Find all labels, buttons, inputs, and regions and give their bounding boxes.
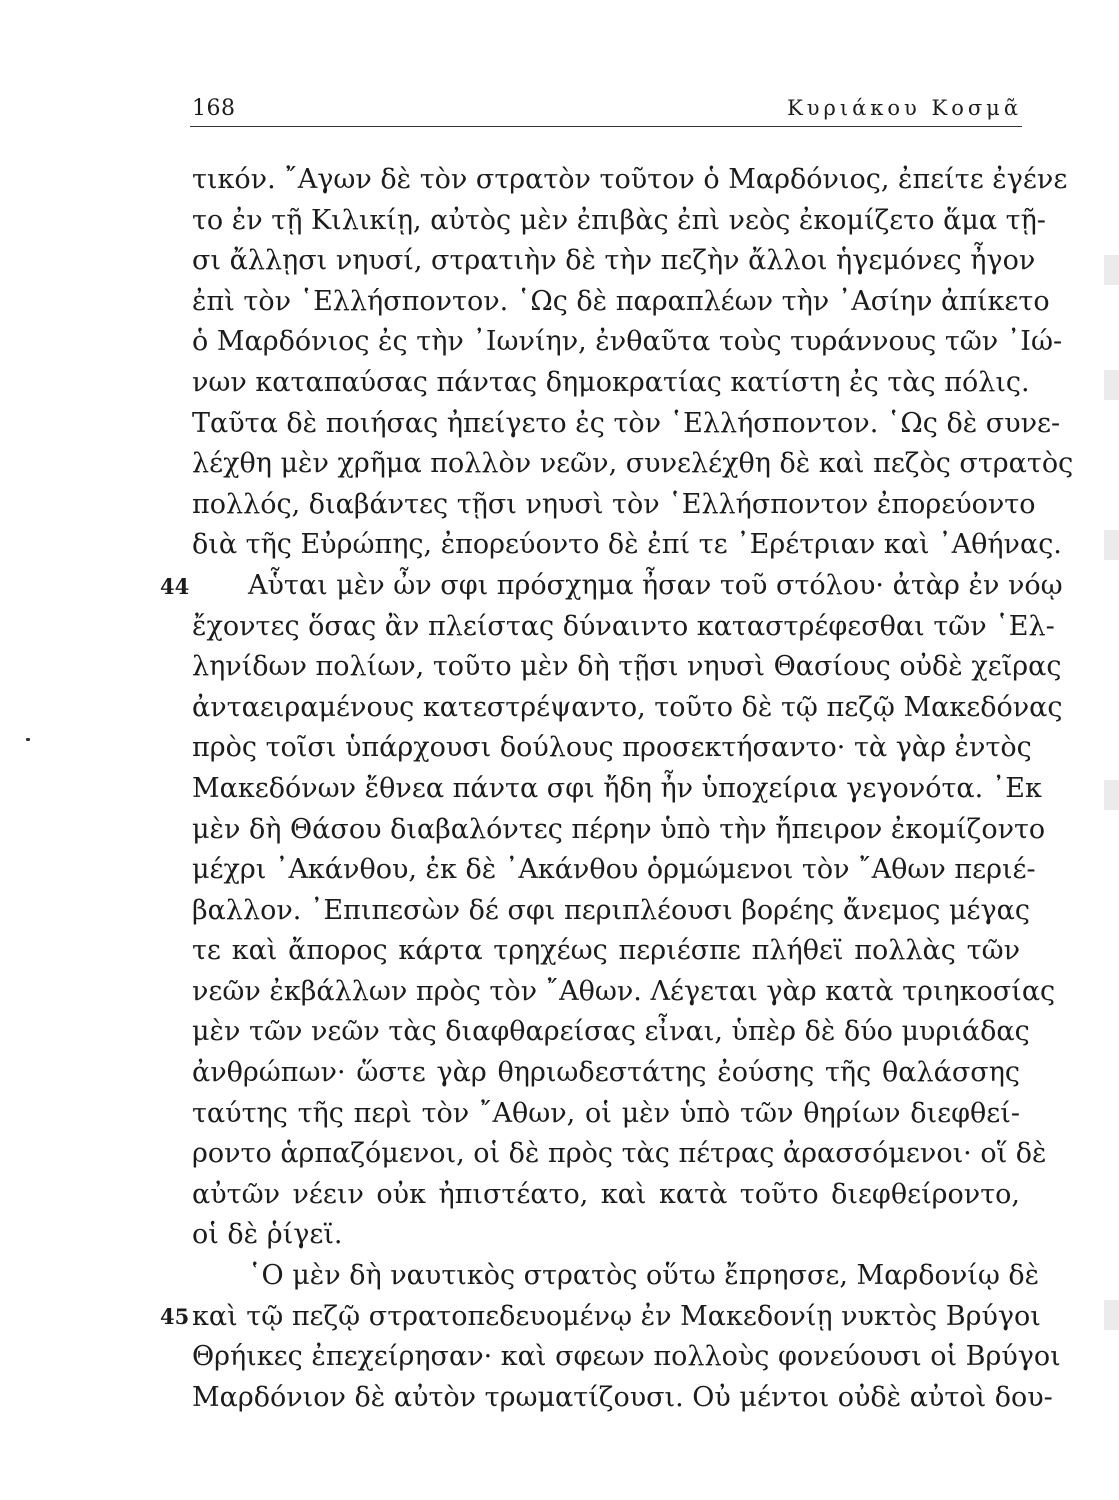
text-line: καὶ τῷ πεζῷ στρατοπεδευομένῳ ἐν Μακεδονίῃ νυκτὸς Βρύγοι xyxy=(192,1300,1041,1332)
text-line: λέχθη μὲν χρῆμα πολλὸν νεῶν, συνελέχθη δὲ καὶ πεζὸς στρατὸς xyxy=(192,448,1074,480)
text-line: ἀνταειραμένους κατεστρέψαντο, τοῦτο δὲ τῷ πεζῷ Μακεδόνας xyxy=(192,691,1063,723)
text-line: αὐτῶν νέειν οὐκ ἠπιστέατο, καὶ κατὰ τοῦτο διεφθείροντο, xyxy=(192,1178,1020,1210)
text-line: ῾Ο μὲν δὴ ναυτικὸς στρατὸς οὕτω ἔπρησσε, Μαρδονίῳ δὲ xyxy=(248,1260,1040,1292)
text-line: μὲν δὴ Θάσου διαβαλόντες πέρην ὑπὸ τὴν ἤπειρον ἐκομίζοντο xyxy=(192,813,1046,845)
section-number-44: 44 xyxy=(160,574,190,599)
text-line: σι ἄλλῃσι νηυσί, στρατιὴν δὲ τὴν πεζὴν ἄλλοι ἡγεμόνες ἦγον xyxy=(192,245,1036,277)
text-line: πολλός, διαβάντες τῇσι νηυσὶ τὸν ῾Ελλήσποντον ἐπορεύοντο xyxy=(192,488,1036,520)
text-line: οἱ δὲ ῥίγεϊ. xyxy=(192,1219,343,1251)
text-line: Μακεδόνων ἔθνεα πάντα σφι ἤδη ἦν ὑποχείρια γεγονότα. ᾿Εκ xyxy=(192,772,1042,804)
text-line: ἔχοντες ὅσας ἂν πλείστας δύναιντο καταστρέφεσθαι τῶν ῾Ελ- xyxy=(192,610,1055,642)
text-line: ἐπὶ τὸν ῾Ελλήσποντον. ῾Ως δὲ παραπλέων τὴν ᾿Ασίην ἀπίκετο xyxy=(192,285,1050,317)
show-through-mark xyxy=(1104,1300,1119,1330)
header-rule xyxy=(190,126,1022,127)
main-text xyxy=(192,160,1074,1418)
running-head: Κυριάκου Κοσμᾶ xyxy=(787,96,1022,120)
text-line: ροντο ἁρπαζόμενοι, οἱ δὲ πρὸς τὰς πέτρας ἀρασσόμενοι· οἵ δὲ xyxy=(192,1138,1047,1170)
show-through-mark xyxy=(1104,530,1119,560)
text-line: ληνίδων πολίων, τοῦτο μὲν δὴ τῇσι νηυσὶ Θασίους οὐδὲ χεῖρας xyxy=(192,651,1062,683)
text-line: τε καὶ ἄπορος κάρτα τρηχέως περιέσπε πλήθεϊ πολλὰς τῶν xyxy=(192,935,1020,967)
text-line: ἀνθρώπων· ὥστε γὰρ θηριωδεστάτης ἐούσης τῆς θαλάσσης xyxy=(192,1057,1020,1089)
text-line: πρὸς τοῖσι ὑπάρχουσι δούλους προσεκτήσαντο· τὰ γὰρ ἐντὸς xyxy=(192,732,1032,764)
text-line: μέχρι ᾿Ακάνθου, ἐκ δὲ ᾿Ακάνθου ὁρμώμενοι τὸν ῎Αθων περιέ- xyxy=(192,854,1036,886)
section-number-45: 45 xyxy=(160,1304,190,1329)
text-line: νων καταπαύσας πάντας δημοκρατίας κατίστη ἐς τὰς πόλις. xyxy=(192,366,1030,398)
text-line: βαλλον. ᾿Επιπεσὼν δέ σφι περιπλέουσι βορέης ἄνεμος μέγας xyxy=(192,894,1031,926)
show-through-mark xyxy=(1104,370,1119,400)
text-line: το ἐν τῇ Κιλικίῃ, αὐτὸς μὲν ἐπιβὰς ἐπὶ νεὸς ἐκομίζετο ἅμα τῇ- xyxy=(192,204,1046,236)
text-line: Θρήικες ἐπεχείρησαν· καὶ σφεων πολλοὺς φονεύουσι οἱ Βρύγοι xyxy=(192,1341,1061,1373)
text-line: διὰ τῆς Εὐρώπης, ἐπορεύοντο δὲ ἐπί τε ᾿Ερέτριαν καὶ ᾿Αθήνας. xyxy=(192,529,1062,561)
show-through-mark xyxy=(1104,780,1119,810)
text-line: Μαρδόνιον δὲ αὐτὸν τρωματίζουσι. Οὐ μέντοι οὐδὲ αὐτοὶ δου- xyxy=(192,1381,1053,1413)
page-number: 168 xyxy=(192,96,236,121)
text-line: ὁ Μαρδόνιος ἐς τὴν ᾿Ιωνίην, ἐνθαῦτα τοὺς τυράννους τῶν ᾿Ιώ- xyxy=(192,326,1063,358)
text-line: μὲν τῶν νεῶν τὰς διαφθαρείσας εἶναι, ὑπὲρ δὲ δύο μυριάδας xyxy=(192,1016,1030,1048)
text-line: Αὗται μὲν ὦν σφι πρόσχημα ἦσαν τοῦ στόλου· ἀτὰρ ἐν νόῳ xyxy=(248,569,1063,601)
show-through-mark xyxy=(1104,255,1119,285)
page-header xyxy=(192,88,1022,128)
ink-speck xyxy=(26,738,30,741)
text-line: Ταῦτα δὲ ποιήσας ἠπείγετο ἐς τὸν ῾Ελλήσποντον. ῾Ως δὲ συνε- xyxy=(192,407,1061,439)
text-line: τικόν. ῎Αγων δὲ τὸν στρατὸν τοῦτον ὁ Μαρδόνιος, ἐπείτε ἐγένε xyxy=(192,164,1068,195)
text-line: νεῶν ἐκβάλλων πρὸς τὸν ῎Αθων. Λέγεται γὰρ κατὰ τριηκοσίας xyxy=(192,975,1056,1007)
text-line: ταύτης τῆς περὶ τὸν ῎Αθων, οἱ μὲν ὑπὸ τῶν θηρίων διεφθεί- xyxy=(192,1097,1020,1129)
